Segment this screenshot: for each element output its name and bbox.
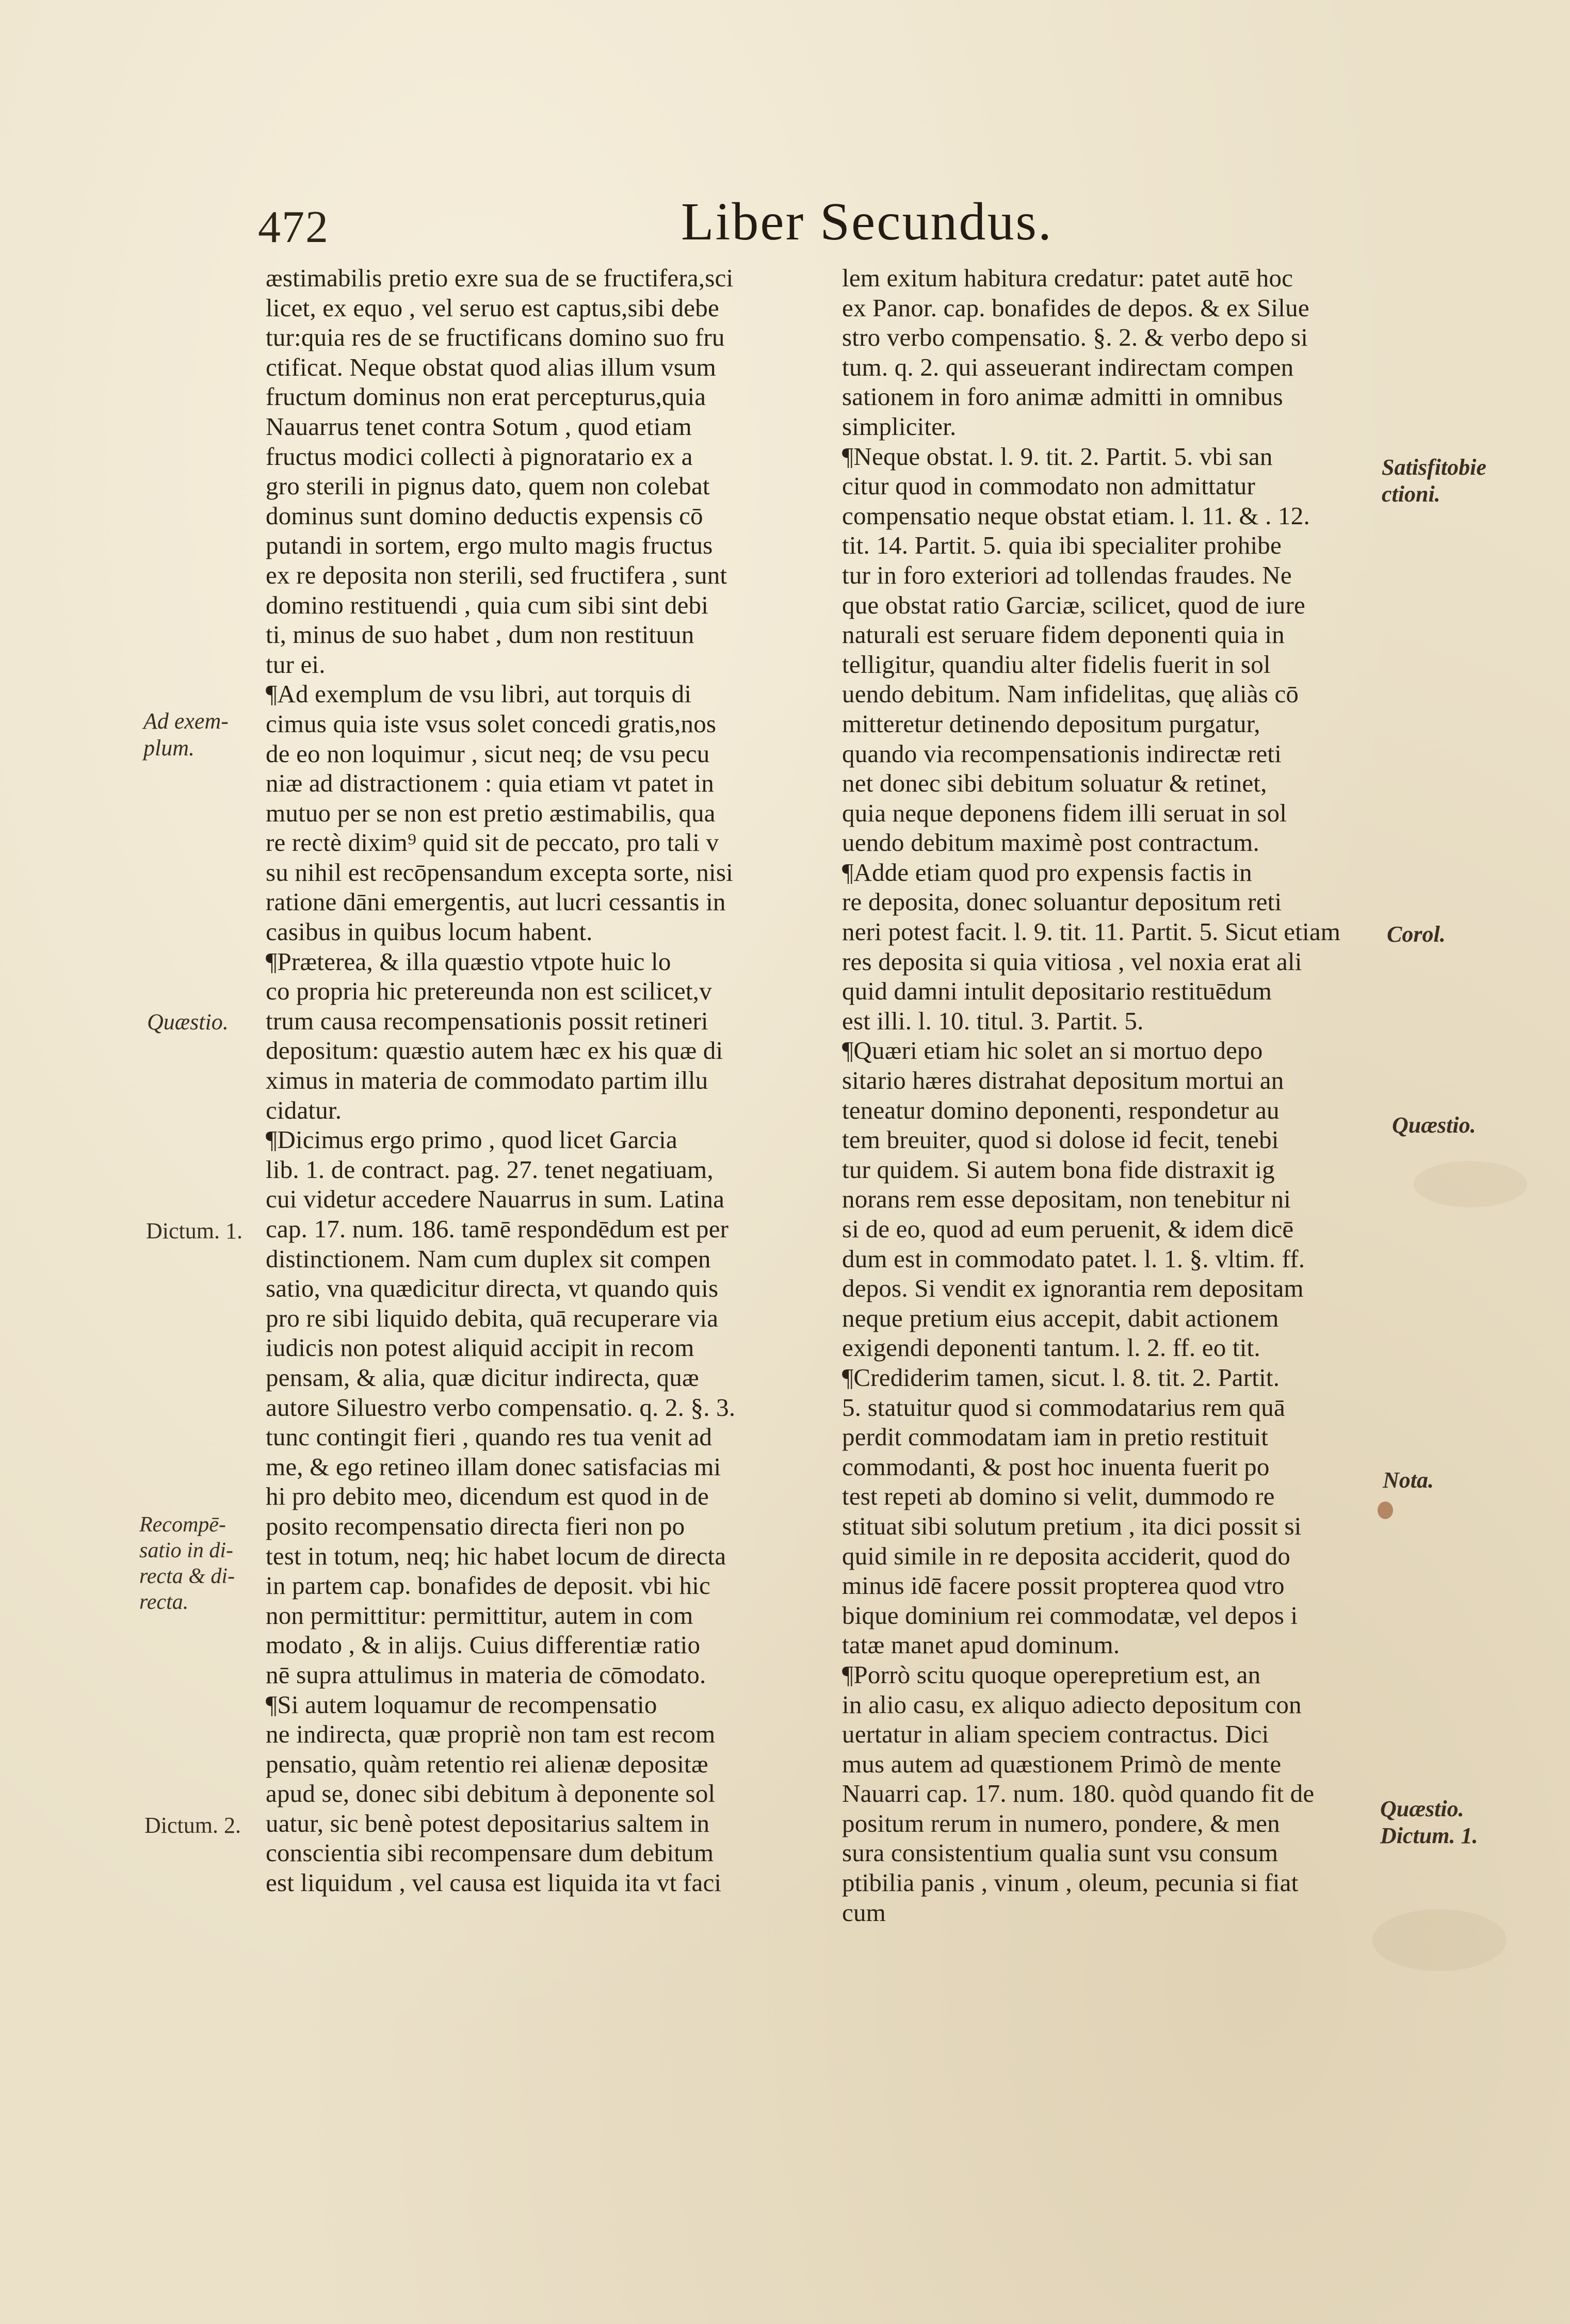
text-line: net donec sibi debitum soluatur & retinet, — [842, 769, 1267, 798]
text-line: depos. Si vendit ex ignorantia rem depositam — [842, 1274, 1304, 1303]
text-line: pensatio, quàm retentio rei alienæ depositæ — [266, 1749, 708, 1778]
text-line: perdit commodatam iam in pretio restituit — [842, 1423, 1269, 1451]
text-line: simpliciter. — [842, 412, 957, 441]
text-line: me, & ego retineo illam donec satisfacias mi — [266, 1452, 721, 1481]
text-line: in alio casu, ex aliquo adiecto depositum con — [842, 1690, 1302, 1719]
text-line: quia neque deponens fidem illi seruat in sol — [842, 798, 1287, 827]
text-line: fructum dominus non erat percepturus,quia — [266, 382, 706, 411]
text-line: que obstat ratio Garciæ, scilicet, quod de iure — [842, 590, 1305, 619]
text-line: ratione dāni emergentis, aut lucri cessantis in — [266, 887, 726, 916]
margin-note-line: Quæstio. — [1392, 1112, 1476, 1138]
text-line: distinctionem. Nam cum duplex sit compen — [266, 1244, 711, 1273]
text-line: sitario hæres distrahat depositum mortui an — [842, 1066, 1284, 1095]
text-line: in partem cap. bonafides de deposit. vbi hic — [266, 1571, 710, 1600]
text-line: tur ei. — [266, 650, 326, 679]
margin-note-dictum-1 — [146, 1218, 242, 1245]
margin-note-line: Quæstio. — [1380, 1796, 1464, 1821]
right-text-column — [842, 263, 1373, 1927]
text-line: tur in foro exteriori ad tollendas fraudes. Ne — [842, 560, 1292, 589]
text-line: casibus in quibus locum habent. — [266, 917, 593, 946]
text-line: tunc contingit fieri , quando res tua venit ad — [266, 1423, 713, 1451]
text-line: cap. 17. num. 186. tamē respondēdum est per — [266, 1215, 729, 1243]
text-line: telligitur, quandiu alter fidelis fuerit in sol — [842, 650, 1271, 679]
text-line: co propria hic pretereunda non est scilicet,v — [266, 977, 712, 1006]
text-line: naturali est seruare fidem deponenti quia in — [842, 620, 1285, 649]
text-line: ¶Ad exemplum de vsu libri, aut torquis di — [266, 680, 692, 708]
margin-note-line: recta. — [139, 1590, 189, 1614]
text-line: fructus modici collecti à pignoratario ex a — [266, 442, 693, 471]
text-line: mitteretur detinendo depositum purgatur, — [842, 709, 1260, 738]
text-line: ctificat. Neque obstat quod alias illum vsum — [266, 352, 716, 381]
text-line: pro re sibi liquido debita, quā recuperare via — [266, 1303, 719, 1332]
paper-stain — [1414, 1161, 1527, 1207]
margin-note-line: Ad exem- — [143, 708, 229, 734]
margin-note-ad-exemplum — [143, 708, 229, 762]
text-line: niæ ad distractionem : quia etiam vt patet in — [266, 769, 715, 798]
text-line: tur quidem. Si autem bona fide distraxit ig — [842, 1155, 1275, 1184]
margin-note-corol — [1387, 921, 1446, 948]
text-line: modato , & in alijs. Cuius differentiæ ratio — [266, 1631, 701, 1659]
text-line: satio, vna quædicitur directa, vt quando quis — [266, 1274, 719, 1303]
text-line: minus idē facere possit propterea quod vtro — [842, 1571, 1285, 1600]
page-number: 472 — [258, 202, 329, 252]
margin-note-quaestio-dictum — [1380, 1796, 1478, 1849]
text-line: est liquidum , vel causa est liquida ita vt faci — [266, 1868, 722, 1897]
text-line: uatur, sic benè potest depositarius saltem in — [266, 1809, 710, 1837]
text-line: uertatur in aliam speciem contractus. Dici — [842, 1720, 1269, 1749]
text-line: tur:quia res de se fructificans domino suo fru — [266, 323, 725, 352]
text-line: ximus in materia de commodato partim illu — [266, 1066, 708, 1095]
text-line: tum. q. 2. qui asseuerant indirectam compen — [842, 352, 1294, 381]
text-line: Nauarri cap. 17. num. 180. quòd quando fit de — [842, 1779, 1315, 1808]
text-line: de eo non loquimur , sicut neq; de vsu pecu — [266, 739, 710, 768]
text-line: gro sterili in pignus dato, quem non colebat — [266, 472, 710, 501]
text-line: test repeti ab domino si velit, dummodo re — [842, 1482, 1275, 1511]
text-line: neque pretium eius accepit, dabit actionem — [842, 1303, 1279, 1332]
text-line: hi pro debito meo, dicendum est quod in de — [266, 1482, 709, 1511]
text-line: re rectè dixim⁹ quid sit de peccato, pro tali v — [266, 828, 719, 857]
text-line: dominus sunt domino deductis expensis cō — [266, 501, 703, 530]
text-line: posito recompensatio directa fieri non po — [266, 1511, 685, 1540]
text-line: lem exitum habitura credatur: patet autē hoc — [842, 264, 1293, 292]
margin-note-line: Satisfitobie — [1382, 455, 1486, 480]
text-line: cum — [842, 1898, 886, 1927]
text-line: cidatur. — [266, 1095, 342, 1124]
text-line: quid damni intulit depositario restituēdum — [842, 977, 1272, 1006]
text-line: cimus quia iste vsus solet concedi gratis,nos — [266, 709, 717, 738]
text-line: mus autem ad quæstionem Primò de mente — [842, 1749, 1282, 1778]
margin-note-line: recta & di- — [139, 1564, 235, 1588]
text-line: ti, minus de suo habet , dum non restituun — [266, 620, 694, 649]
text-line: apud se, donec sibi debitum à deponente sol — [266, 1779, 716, 1808]
text-line: bique dominium rei commodatæ, vel depos i — [842, 1601, 1298, 1629]
text-line: ex re deposita non sterili, sed fructifera , sunt — [266, 560, 727, 589]
margin-note-dictum-2 — [144, 1812, 241, 1839]
text-line: tem breuiter, quod si dolose id fecit, tenebi — [842, 1125, 1279, 1154]
margin-note-recompensatio — [139, 1512, 235, 1615]
margin-note-line: Recompē- — [139, 1513, 226, 1537]
text-line: putandi in sortem, ergo multo magis fructus — [266, 531, 713, 560]
text-line: commodanti, & post hoc inuenta fuerit po — [842, 1452, 1270, 1481]
text-line: licet, ex equo , vel seruo est captus,sibi debe — [266, 293, 719, 322]
text-line: compensatio neque obstat etiam. l. 11. & . 12. — [842, 501, 1310, 530]
text-line: tit. 14. Partit. 5. quia ibi specialiter prohibe — [842, 531, 1282, 560]
margin-note-line: Corol. — [1387, 922, 1446, 947]
text-line: quando via recompensationis indirectæ reti — [842, 739, 1282, 768]
text-line: sationem in foro animæ admitti in omnibus — [842, 382, 1283, 411]
running-head: Liber Secundus. — [681, 192, 1053, 251]
text-line: non permittitur: permittitur, autem in com — [266, 1601, 693, 1629]
text-line: si de eo, quod ad eum peruenit, & idem dicē — [842, 1215, 1294, 1243]
text-line: ¶Neque obstat. l. 9. tit. 2. Partit. 5. vbi san — [842, 442, 1273, 471]
text-line: neri potest facit. l. 9. tit. 11. Partit. 5. Sicut etiam — [842, 917, 1341, 946]
margin-note-line: ctioni. — [1382, 481, 1440, 507]
text-line: ¶Quæri etiam hic solet an si mortuo depo — [842, 1036, 1263, 1065]
text-line: sura consistentium qualia sunt vsu consum — [842, 1838, 1278, 1867]
margin-note-line: Dictum. 2. — [144, 1813, 241, 1838]
text-line: nē supra attulimus in materia de cōmodato. — [266, 1660, 706, 1689]
margin-note-quaestio-left — [147, 1009, 229, 1036]
margin-note-line: plum. — [143, 735, 195, 761]
margin-note-quaestio-right — [1392, 1112, 1476, 1139]
margin-note-line: Nota. — [1383, 1467, 1434, 1493]
text-line: res deposita si quia vitiosa , vel noxia erat ali — [842, 947, 1302, 976]
text-line: dum est in commodato patet. l. 1. §. vltim. ff. — [842, 1244, 1305, 1273]
page-header — [0, 191, 1570, 258]
paper-stain — [1378, 1502, 1393, 1519]
margin-note-satisfitobiectioni — [1382, 454, 1486, 508]
text-line: ¶Crediderim tamen, sicut. l. 8. tit. 2. Partit. — [842, 1363, 1280, 1392]
text-line: citur quod in commodato non admittatur — [842, 472, 1255, 501]
text-line: stituat sibi solutum pretium , ita dici possit si — [842, 1511, 1302, 1540]
text-line: trum causa recompensationis possit retineri — [266, 1006, 708, 1035]
text-line: positum rerum in numero, pondere, & men — [842, 1809, 1280, 1837]
text-line: ¶Porrò scitu quoque operepretium est, an — [842, 1660, 1261, 1689]
margin-note-line: Dictum. 1. — [1380, 1823, 1478, 1848]
text-line: pensam, & alia, quæ dicitur indirecta, quæ — [266, 1363, 699, 1392]
text-line: conscientia sibi recompensare dum debitum — [266, 1838, 714, 1867]
paper-stain — [1372, 1909, 1507, 1971]
text-line: ¶Adde etiam quod pro expensis factis in — [842, 858, 1252, 886]
text-line: æstimabilis pretio exre sua de se fructifera,sci — [266, 264, 734, 292]
text-line: ¶Præterea, & illa quæstio vtpote huic lo — [266, 947, 671, 976]
text-line: cui videtur accedere Nauarrus in sum. Latina — [266, 1185, 725, 1214]
text-line: teneatur domino deponenti, respondetur au — [842, 1095, 1280, 1124]
text-line: test in totum, neq; hic habet locum de directa — [266, 1541, 726, 1570]
text-line: su nihil est recōpensandum excepta sorte, nisi — [266, 858, 733, 886]
text-line: tatæ manet apud dominum. — [842, 1631, 1120, 1659]
text-line: iudicis non potest aliquid accipit in recom — [266, 1333, 694, 1362]
text-line: mutuo per se non est pretio æstimabilis, qua — [266, 798, 716, 827]
text-line: stro verbo compensatio. §. 2. & verbo depo si — [842, 323, 1308, 352]
text-line: ¶Si autem loquamur de recompensatio — [266, 1690, 657, 1719]
text-line: ex Panor. cap. bonafides de depos. & ex Silue — [842, 293, 1309, 322]
text-line: 5. statuitur quod si commodatarius rem quā — [842, 1393, 1285, 1422]
text-line: autore Siluestro verbo compensatio. q. 2. §. 3. — [266, 1393, 736, 1422]
text-line: norans rem esse depositam, non tenebitur ni — [842, 1185, 1291, 1214]
margin-note-line: Quæstio. — [147, 1009, 229, 1035]
text-line: lib. 1. de contract. pag. 27. tenet negatiuam, — [266, 1155, 714, 1184]
text-line: re deposita, donec soluantur depositum reti — [842, 887, 1282, 916]
text-line: domino restituendi , quia cum sibi sint debi — [266, 590, 709, 619]
text-line: depositum: quæstio autem hæc ex his quæ di — [266, 1036, 723, 1065]
text-line: est illi. l. 10. titul. 3. Partit. 5. — [842, 1006, 1144, 1035]
left-text-column — [266, 263, 797, 1898]
text-line: Nauarrus tenet contra Sotum , quod etiam — [266, 412, 692, 441]
margin-note-line: Dictum. 1. — [146, 1218, 242, 1244]
text-line: uendo debitum. Nam infidelitas, quę aliàs cō — [842, 680, 1299, 708]
text-line: ptibilia panis , vinum , oleum, pecunia si fiat — [842, 1868, 1299, 1897]
text-line: ne indirecta, quæ propriè non tam est recom — [266, 1720, 716, 1749]
text-line: ¶Dicimus ergo primo , quod licet Garcia — [266, 1125, 677, 1154]
text-line: quid simile in re deposita acciderit, quod do — [842, 1541, 1291, 1570]
margin-note-line: satio in di- — [139, 1539, 234, 1562]
margin-note-nota — [1383, 1467, 1434, 1494]
text-line: uendo debitum maximè post contractum. — [842, 828, 1259, 857]
text-line: exigendi deponenti tantum. l. 2. ff. eo tit. — [842, 1333, 1260, 1362]
